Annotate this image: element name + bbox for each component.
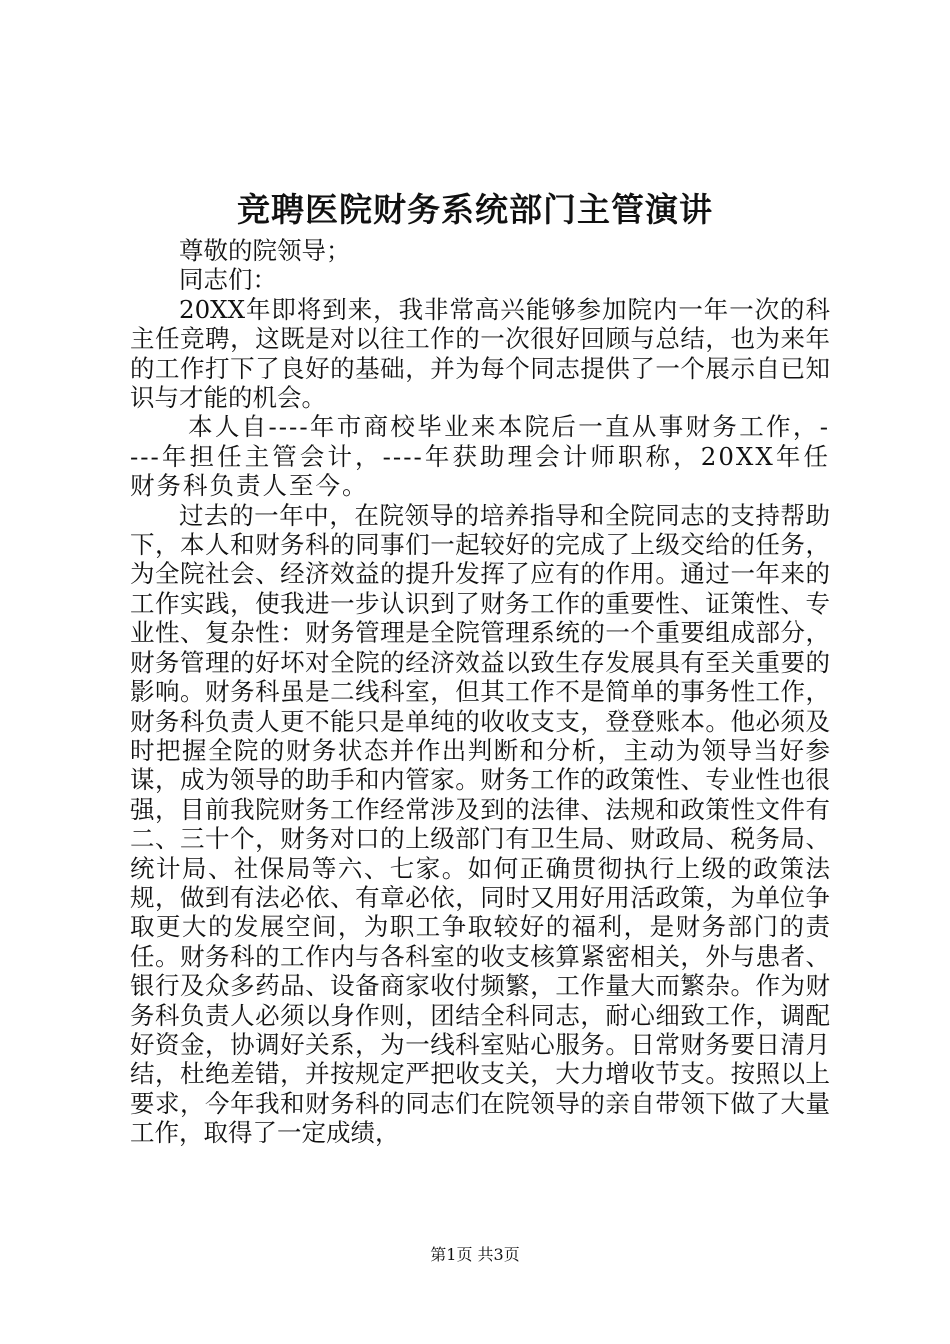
- salutation-comrades: 同志们：: [179, 265, 277, 295]
- salutation-leaders: 尊敬的院领导；: [179, 236, 351, 265]
- paragraph-intro: 20XX年即将到来，我非常高兴能够参加院内一年一次的科主任竞聘，这既是对以往工作的一次很好回顾与总结，也为来年的工作打下了良好的基础，并为每个同志提供了一个展示自已知识与才能的机会。: [130, 294, 830, 413]
- paragraph-background: 本人自----年市商校毕业来本院后一直从事财务工作，----年担任主管会计，----年获助理会计师职称，20XX年任财务科负责人至今。: [130, 412, 830, 501]
- document-body: [130, 236, 830, 1148]
- document-title: 竞聘医院财务系统部门主管演讲: [237, 190, 713, 229]
- page-footer: 第1页 共3页: [430, 1245, 520, 1264]
- paragraph-past-year: 过去的一年中，在院领导的培养指导和全院同志的支持帮助下，本人和财务科的同事们一起较好的完成了上级交给的任务，为全院社会、经济效益的提升发挥了应有的作用。通过一年来的工作实践，使我进一步认识到了财务工作的重要性、证策性、专业性、复杂性：财务管理是全院管理系统的一个重要组成部分，财务管理的好坏对全院的经济效益以致生存发展具有至关重要的影响。财务科虽是二线科室，但其工作不是简单的事务性工作，财务科负责人更不能只是单纯的收收支支，登登账本。他必须及时把握全院的财务状态并作出判断和分析，主动为领导当好参谋，成为领导的助手和内管家。财务工作的政策性、专业性也很强，目前我院财务工作经常涉及到的法律、法规和政策性文件有二、三十个，财务对口的上级部门有卫生局、财政局、税务局、统计局、社保局等六、七家。如何正确贯彻执行上级的政策法规，做到有法必依、有章必依，同时又用好用活政策，为单位争取更大的发展空间，为职工争取较好的福利，是财务部门的责任。财务科的工作内与各科室的收支核算紧密相关，外与患者、银行及众多药品、设备商家收付频繁，工作量大而繁杂。作为财务科负责人必须以身作则，团结全科同志，耐心细致工作，调配好资金，协调好关系，为一线科室贴心服务。日常财务要日清月结，杜绝差错，并按规定严把收支关，大力增收节支。按照以上要求，今年我和财务科的同志们在院领导的亲自带领下做了大量工作，取得了一定成绩，: [130, 500, 830, 1148]
